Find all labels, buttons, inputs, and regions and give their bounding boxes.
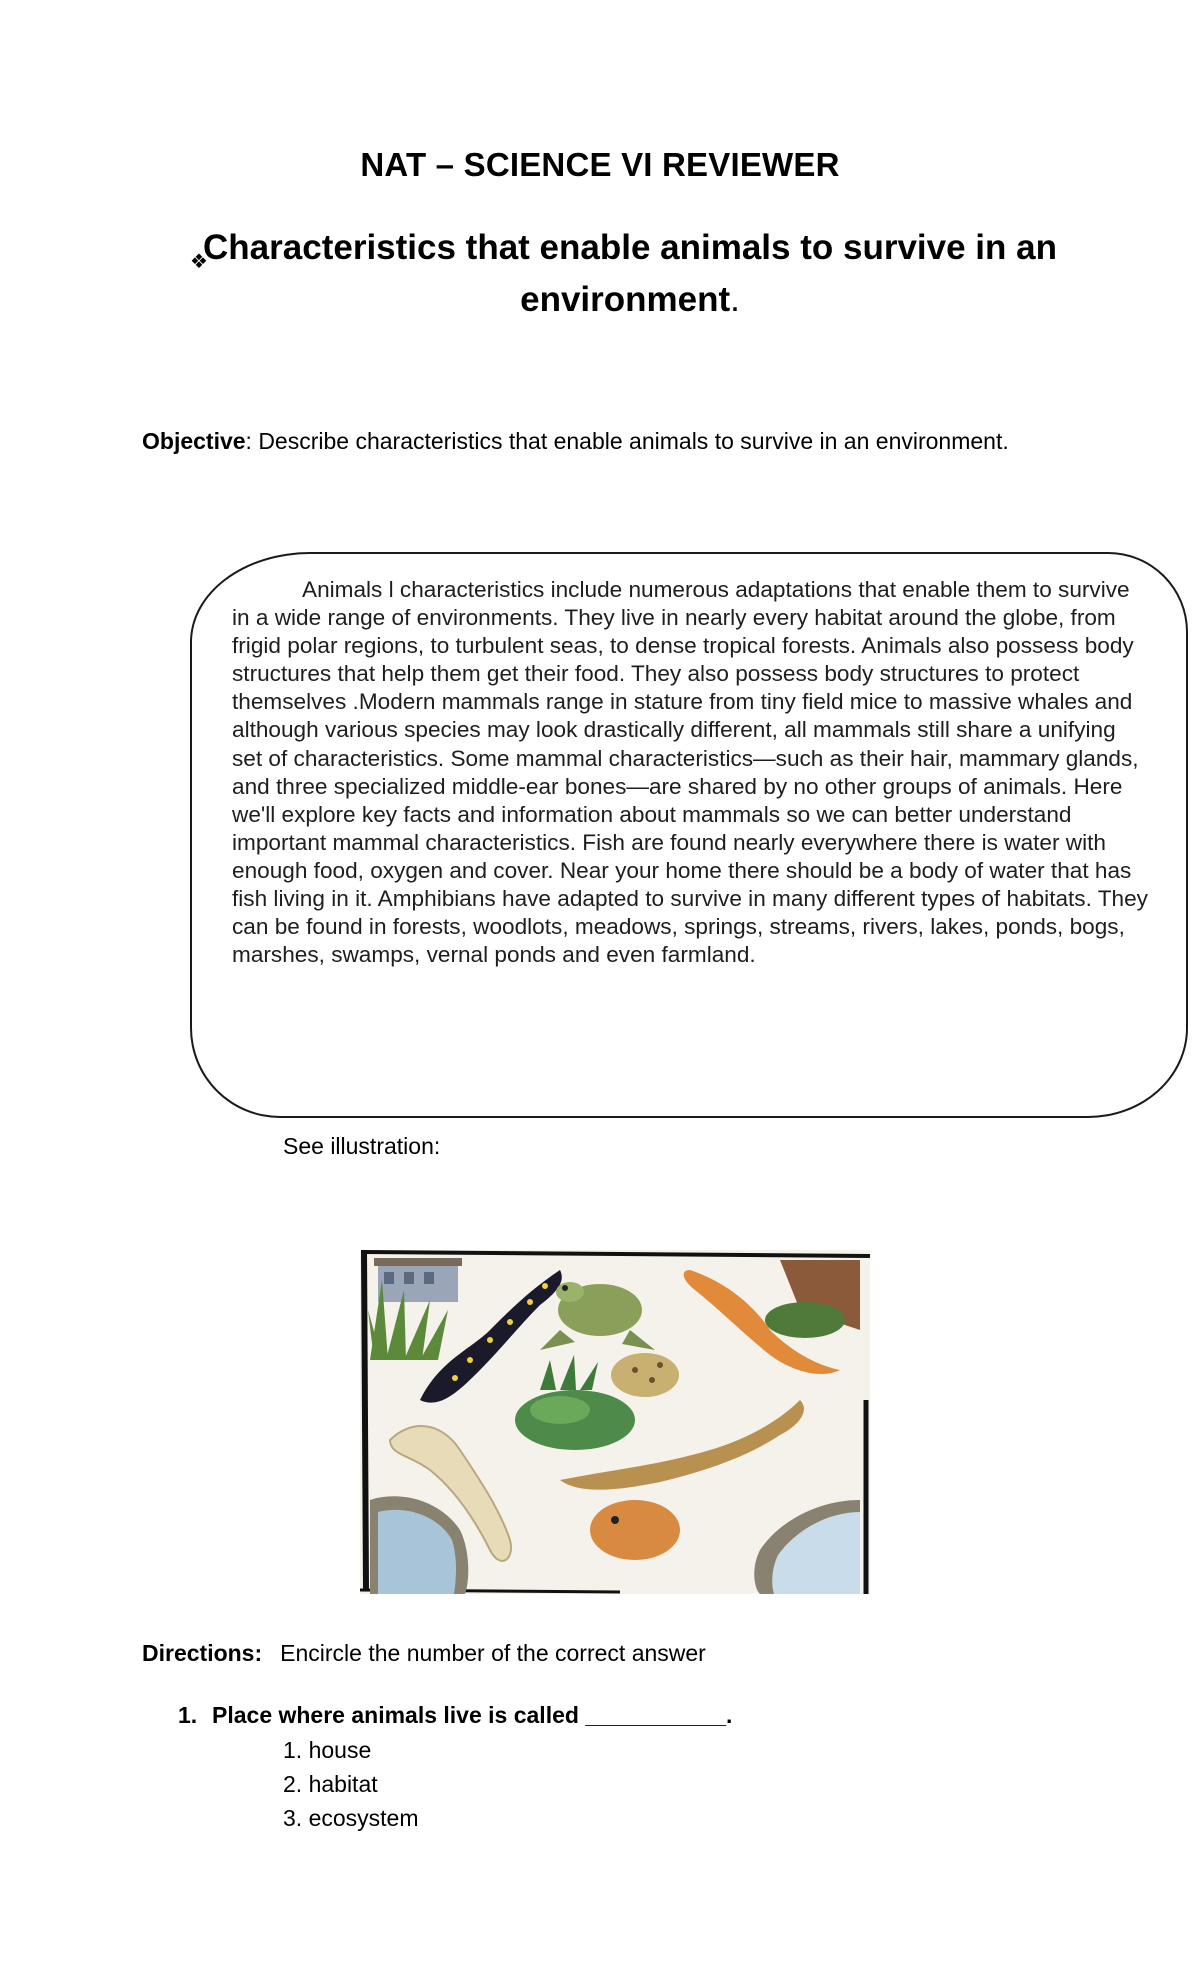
page-title: NAT – SCIENCE VI REVIEWER [360,146,840,183]
section-heading [180,222,1080,326]
diamond-bullet-icon: ❖ [190,251,208,273]
orange-toad [590,1500,680,1560]
directions-text: Encircle the number of the correct answer [280,1640,706,1666]
passage-box [190,552,1188,1118]
amphibian-habitat-illustration [360,1250,870,1594]
question-text: Place where animals live is called ___________. [212,1702,733,1728]
objective-text: : Describe characteristics that enable animals to survive in an environment. [245,428,1009,454]
answer-choice-3[interactable]: 3. ecosystem [283,1805,419,1831]
section-heading-period: . [730,280,740,319]
house-background [374,1258,462,1302]
objective-label: Objective [142,428,246,454]
spotted-toad [611,1353,679,1397]
directions [142,1640,706,1667]
objective [142,424,1042,458]
see-illustration-label: See illustration: [283,1133,441,1159]
section-heading-text: Characteristics that enable animals to survive in an environment [203,228,1057,319]
question-1 [178,1702,732,1729]
passage-text: Animals l characteristics include numerous adaptations that enable them to survive in a wide range of environments. They live in nearly every habitat around the globe, from frigid polar regions, to turbulent seas, to dense tropical forests. Animals also possess body structures that help them get their food. They also possess body structures to protect themselves .Modern mammals range in stature from tiny field mice to massive whales and although various species may look drastically different, all mammals still share a unifying set of characteristics. Some mammal characteristics—such as their hair, mammary glands, and three specialized middle-ear bones—are shared by no other groups of animals. Here we'll explore key facts and information about mammals so we can better understand important mammal characteristics. Fish are found nearly everywhere there is water with enough food, oxygen and cover. Near your home there should be a body of water that has fish living in it. Amphibians have adapted to survive in many different types of habitats. They can be found in forests, woodlots, meadows, springs, streams, rivers, lakes, ponds, bogs, marshes, swamps, vernal ponds and even farmland. [232,577,1148,968]
question-number: 1. [178,1702,198,1728]
answer-choice-2[interactable]: 2. habitat [283,1771,378,1797]
answer-choice-1[interactable]: 1. house [283,1737,372,1763]
directions-label: Directions: [142,1640,263,1666]
answer-choices [283,1733,419,1835]
